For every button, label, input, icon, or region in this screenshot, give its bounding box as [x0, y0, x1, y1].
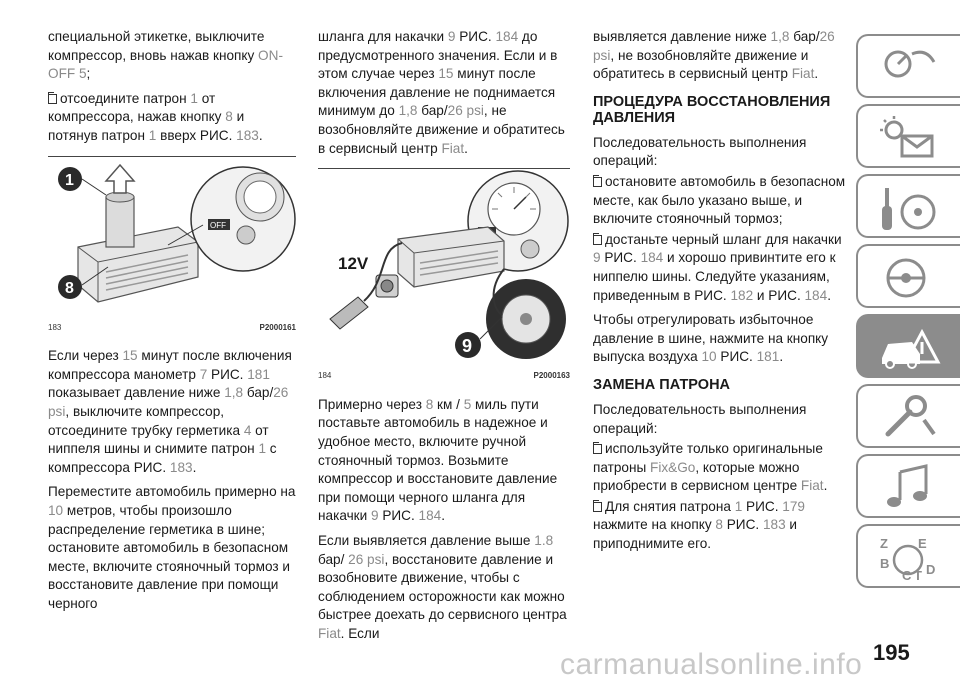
- dashboard-lights-icon: [878, 44, 938, 90]
- svg-text:1: 1: [65, 171, 74, 189]
- music-note-icon: [878, 464, 938, 512]
- text-column-3: [593, 28, 849, 560]
- paragraph: Переместите автомобиль примерно на 10 метров, чтобы произошло распределение герметика в шине; остановите автомобиль в безопасном месте, включите стояночный тормоз и восстановите давление при помощи черного: [48, 484, 296, 611]
- bullet-item: отсоедините патрон 1 от компрессора, нажав кнопку 8 и потянув патрон 1 вверх РИС. 183.: [48, 90, 263, 143]
- tab-index[interactable]: [856, 524, 960, 588]
- warning-lights-icon: [878, 114, 938, 160]
- paragraph: Если выявляется давление выше 1.8 бар/ 26 psi, восстановите давление и возобновите движение, чтобы с соблюдением осторожности как можно быстрее доехать до сервисного центра Fiat. Если: [318, 532, 567, 641]
- svg-text:OFF: OFF: [210, 220, 226, 230]
- paragraph: Если через 15 минут после включения компрессора манометр 7 РИС. 181 показывает давление ниже 1,8 бар/26 psi, выключите компрессор, отсоедините трубку герметика 4 от ниппеля шины и снимите патрон 1 с компрессора РИС. 183.: [48, 348, 292, 475]
- bullet-icon: [48, 94, 57, 104]
- svg-text:T: T: [914, 568, 922, 582]
- paragraph: выявляется давление ниже 1,8 бар/26 psi, не возобновляйте движение и обратитесь в сервисный центр Fiat.: [593, 29, 835, 82]
- text-column-1: [48, 28, 296, 619]
- figure-caption: 184 P2000163: [318, 371, 570, 381]
- tab-emergency[interactable]: [856, 314, 960, 378]
- svg-text:9: 9: [462, 336, 473, 357]
- wrench-icon: [878, 394, 938, 440]
- svg-text:12V: 12V: [338, 254, 369, 274]
- bullet-icon: [593, 444, 602, 454]
- page-number: 195: [873, 640, 910, 665]
- section-heading: ЗАМЕНА ПАТРОНА: [593, 376, 731, 393]
- figure-183: [48, 156, 296, 338]
- svg-text:E: E: [918, 536, 927, 551]
- bullet-item: остановите автомобиль в безопасном месте, как было указано выше, и включите стояночный тормоз;: [593, 173, 846, 227]
- key-icon: [878, 184, 938, 236]
- svg-text:Z: Z: [880, 536, 888, 551]
- compressor-cartridge-illustration: [48, 157, 296, 317]
- bullet-item: Для снятия патрона 1 РИС. 179 нажмите на кнопку 8 РИС. 183 и приподнимите его.: [593, 498, 805, 552]
- chapter-tabs: [856, 34, 960, 648]
- tab-multimedia[interactable]: [856, 454, 960, 518]
- car-accident-icon: [878, 324, 942, 372]
- tab-driving[interactable]: [856, 244, 960, 308]
- steering-wheel-icon: [878, 254, 938, 300]
- figure-caption: 183 P2000161: [48, 322, 296, 332]
- tab-dashboard[interactable]: [856, 34, 960, 98]
- compressor-tire-inflation-illustration: [318, 169, 570, 365]
- section-heading: ПРОЦЕДУРА ВОССТАНОВЛЕНИЯ ДАВЛЕНИЯ: [593, 93, 831, 126]
- text-column-2: [318, 28, 570, 649]
- tab-key[interactable]: [856, 174, 960, 238]
- paragraph: Последовательность выполнения операций:: [593, 401, 807, 436]
- svg-text:B: B: [880, 556, 890, 571]
- alphabet-index-icon: [878, 534, 942, 582]
- bullet-item: используйте только оригинальные патроны Fix&Go, которые можно приобрести в сервисном центре Fiat.: [593, 441, 828, 494]
- svg-text:8: 8: [65, 279, 74, 297]
- bullet-icon: [593, 502, 602, 512]
- svg-text:D: D: [926, 562, 936, 577]
- tab-maintenance[interactable]: [856, 384, 960, 448]
- figure-184: [318, 168, 570, 386]
- bullet-icon: [593, 177, 602, 187]
- paragraph: Чтобы отрегулировать избыточное давление в шине, нажмите на кнопку выпуска воздуха 10 РИС. 181.: [593, 312, 829, 365]
- paragraph: специальной этикетке, выключите компрессор, вновь нажав кнопку ON-OFF 5;: [48, 29, 283, 82]
- paragraph: Последовательность выполнения операций:: [593, 134, 807, 169]
- tab-warning-lights[interactable]: [856, 104, 960, 168]
- svg-text:C: C: [902, 568, 912, 582]
- paragraph: Примерно через 8 км / 5 миль пути поставьте автомобиль в надежное и удобное место, включите ручной стояночный тормоз. Возьмите компрессор и восстановите давление при помощи черного шланга для накачки 9 РИС. 184.: [318, 396, 558, 524]
- bullet-icon: [593, 235, 602, 245]
- paragraph: шланга для накачки 9 РИС. 184 до предусмотренного значения. Если и в этом случае через 15 минут после включения давление не поднимается минимум до 1,8 бар/26 psi, не возобновляйте движение и обратитесь в сервисный центр Fiat.: [318, 29, 565, 156]
- bullet-item: достаньте черный шланг для накачки 9 РИС. 184 и хорошо привинтите его к ниппелю шины. Следуйте указаниям, приведенным в РИС. 182 и РИС. 184.: [593, 231, 842, 303]
- watermark: carmanualsonline.info: [560, 648, 863, 681]
